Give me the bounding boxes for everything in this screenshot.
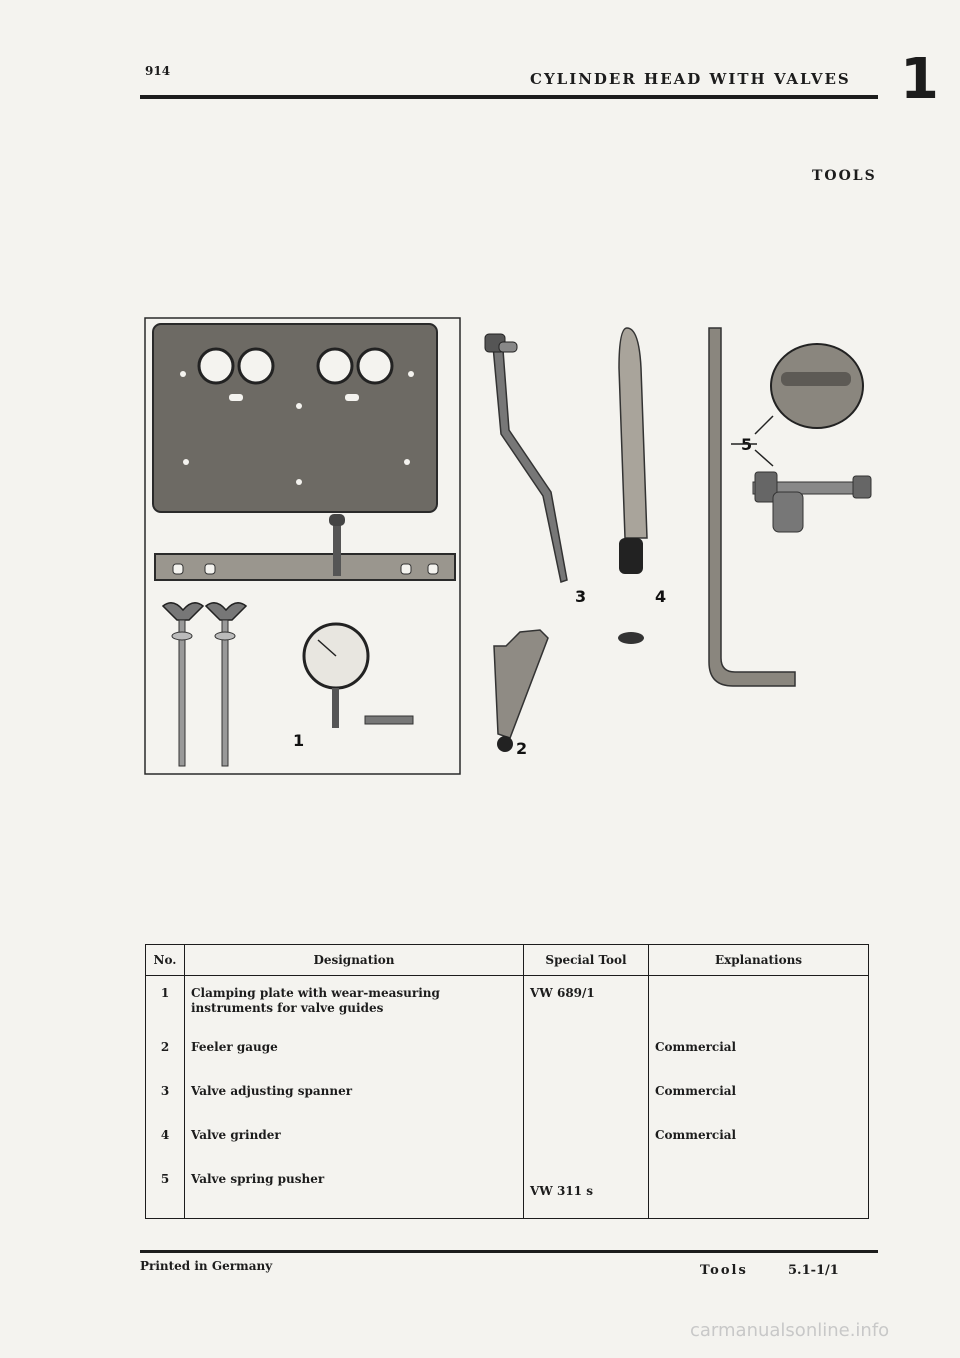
footer-section: Tools xyxy=(700,1263,748,1278)
table-row xyxy=(146,976,869,1031)
header-rule xyxy=(140,95,878,99)
row-no: 3 xyxy=(160,1084,170,1098)
row-explanation: Commercial xyxy=(655,1040,737,1054)
row-special-tool xyxy=(524,1074,648,1118)
row-designation: Valve adjusting spanner xyxy=(191,1084,353,1098)
page-reference: 5.1-1/1 xyxy=(788,1263,839,1278)
tools-table xyxy=(145,944,869,1219)
figure-label-1: 1 xyxy=(293,731,305,750)
row-special-tool: VW 689/1 xyxy=(530,986,595,1000)
footer-rule xyxy=(140,1250,878,1253)
header-designation: Designation xyxy=(185,945,524,976)
figure-label-5: 5 xyxy=(741,435,753,454)
table-row xyxy=(146,1030,869,1074)
table-row xyxy=(146,1162,869,1219)
header-explanations: Explanations xyxy=(649,945,869,976)
row-no: 2 xyxy=(160,1040,170,1054)
page-title: CYLINDER HEAD WITH VALVES xyxy=(530,70,851,88)
row-designation: Feeler gauge xyxy=(191,1040,278,1054)
table-row xyxy=(146,1118,869,1162)
figure-label-2: 2 xyxy=(516,739,528,758)
figure-label-3: 3 xyxy=(575,587,587,606)
table-row xyxy=(146,1074,869,1118)
row-special-tool: VW 311 s xyxy=(530,1184,593,1198)
row-designation: Valve grinder xyxy=(191,1128,281,1142)
row-designation: Valve spring pusher xyxy=(191,1172,325,1186)
row-explanation xyxy=(649,976,868,1020)
tools-photo xyxy=(143,316,873,776)
figure-label-4: 4 xyxy=(655,587,667,606)
row-no: 4 xyxy=(160,1128,170,1142)
row-explanation: Commercial xyxy=(655,1128,737,1142)
printed-in: Printed in Germany xyxy=(140,1259,273,1273)
row-special-tool xyxy=(524,1030,648,1074)
table-header-row xyxy=(146,945,869,976)
model-number: 914 xyxy=(145,64,171,78)
group-number: 1 xyxy=(900,47,939,112)
header-special-tool: Special Tool xyxy=(524,945,649,976)
row-designation: Clamping plate with wear-measuring instruments for valve guides xyxy=(191,986,440,1015)
row-special-tool xyxy=(524,1118,648,1162)
clamping-plate xyxy=(153,324,437,512)
row-no: 1 xyxy=(160,986,170,1000)
header-no: No. xyxy=(146,945,185,976)
row-no: 5 xyxy=(160,1172,170,1186)
section-title: TOOLS xyxy=(812,168,877,184)
row-explanation: Commercial xyxy=(655,1084,737,1098)
row-explanation xyxy=(649,1162,868,1206)
watermark: carmanualsonline.info xyxy=(690,1320,890,1341)
